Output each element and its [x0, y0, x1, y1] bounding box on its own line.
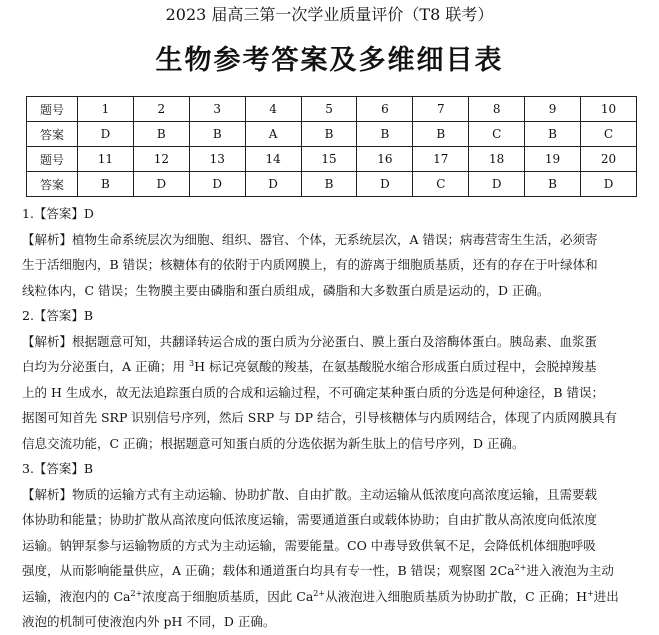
- answer-cell: C: [413, 172, 469, 197]
- row-label-answer: 答案: [27, 172, 78, 197]
- answer-cell: D: [133, 172, 189, 197]
- question-number: 2: [133, 97, 189, 122]
- text-segment: 白均为分泌蛋白，A 正确；用: [22, 359, 189, 374]
- text-segment: 浓度高于细胞质基质，因此 Ca: [142, 588, 314, 604]
- answer-cell: B: [525, 122, 581, 147]
- q3-explanation-line: [22, 584, 642, 610]
- q2-explanation-line: 据图可知首先 SRP 识别信号序列，然后 SRP 与 DP 结合，引导核糖体与内质网结合，体现了内质网膜具有: [22, 410, 618, 425]
- table-row-numbers-1: [27, 97, 637, 122]
- answer-table: [26, 96, 637, 197]
- question-number: 18: [469, 147, 525, 172]
- page-title: 生物参考答案及多维细目表: [155, 45, 504, 76]
- answer-cell: B: [525, 172, 581, 197]
- q3-answer-heading: 3.【答案】B: [22, 461, 94, 476]
- answer-cell: D: [78, 122, 134, 147]
- q3-explanation-line: 液泡的机制可使液泡内外 pH 不同，D 正确。: [22, 614, 276, 629]
- answer-cell: B: [301, 122, 357, 147]
- superscript: 3: [188, 358, 195, 368]
- q3-explanation-line: [22, 558, 642, 584]
- row-label-number: 题号: [27, 97, 78, 122]
- answer-cell: C: [469, 122, 525, 147]
- answer-cell: B: [189, 122, 245, 147]
- question-number: 15: [301, 147, 357, 172]
- question-number: 5: [301, 97, 357, 122]
- q1-answer-heading: 1.【答案】D: [22, 206, 94, 221]
- superscript: 2+: [313, 588, 326, 598]
- text-segment: 强度，从而影响能量供应，A 正确；载体和通道蛋白均具有专一性，B 错误；观察图 2Ca: [22, 563, 515, 578]
- question-number: 14: [245, 147, 301, 172]
- table-row-answers-2: [27, 172, 637, 197]
- q2-explanation-line: 【解析】根据题意可知，共翻译转运合成的蛋白质为分泌蛋白、膜上蛋白及溶酶体蛋白。胰岛素、血浆蛋: [22, 333, 598, 349]
- q2-explanation-line: 信息交流功能，C 正确；根据题意可知蛋白质的分选依据为新生肽上的信号序列，D 正确。: [22, 435, 525, 451]
- question-number: 12: [133, 147, 189, 172]
- table-row-answers-1: [27, 122, 637, 147]
- answer-cell: A: [245, 122, 301, 147]
- text-segment: 进出: [593, 588, 619, 604]
- question-number: 10: [581, 97, 637, 122]
- question-number: 3: [189, 97, 245, 122]
- question-number: 13: [189, 147, 245, 172]
- question-number: 6: [357, 97, 413, 122]
- q3-explanation-line: 运输。钠钾泵参与运输物质的方式为主动运输，需要能量。CO 中毒导致供氧不足，会降低机体细胞呼吸: [22, 537, 596, 553]
- q3-explanation-line: 【解析】物质的运输方式有主动运输、协助扩散、自由扩散。主动运输从低浓度向高浓度运输，且需要载: [22, 486, 598, 502]
- superscript: 2+: [514, 562, 527, 572]
- answer-cell: D: [189, 172, 245, 197]
- q2-explanation-line: [22, 354, 642, 380]
- question-number: 11: [78, 147, 134, 172]
- q1-explanation-line: 【解析】植物生命系统层次为细胞、组织、器官、个体，无系统层次，A 错误；病毒营寄生生活，必须寄: [22, 231, 598, 247]
- question-number: 1: [78, 97, 134, 122]
- q3-explanation-line: 体协助和能量；协助扩散从高浓度向低浓度运输，需要通道蛋白或载体协助；自由扩散从高浓度向低浓度: [22, 512, 598, 527]
- q1-explanation-line: 线粒体内，C 错误；生物膜主要由磷脂和蛋白质组成，磷脂和大多数蛋白质是运动的，D 正确。: [22, 282, 550, 298]
- question-number: 16: [357, 147, 413, 172]
- answer-cell: D: [245, 172, 301, 197]
- row-label-answer: 答案: [27, 122, 78, 147]
- question-number: 17: [413, 147, 469, 172]
- table-row-numbers-2: [27, 147, 637, 172]
- answer-cell: D: [357, 172, 413, 197]
- answer-cell: B: [413, 122, 469, 147]
- superscript: +: [587, 588, 594, 598]
- question-number: 4: [245, 97, 301, 122]
- text-segment: H 标记亮氨酸的羧基，在氨基酸脱水缩合形成蛋白质过程中，会脱掉羧基: [194, 359, 597, 374]
- text-segment: 从液泡进入细胞质基质为协助扩散，C 正确；H: [325, 588, 588, 604]
- q2-answer-heading: 2.【答案】B: [22, 308, 94, 323]
- row-label-number: 题号: [27, 147, 78, 172]
- question-number: 9: [525, 97, 581, 122]
- text-segment: 运输，液泡内的 Ca: [22, 588, 131, 604]
- answer-cell: D: [581, 172, 637, 197]
- answer-cell: B: [133, 122, 189, 147]
- q1-explanation-line: 生于活细胞内，B 错误；核糖体有的依附于内质网膜上，有的游离于细胞质基质，还有的存在于叶绿体和: [22, 257, 598, 272]
- question-number: 7: [413, 97, 469, 122]
- question-number: 20: [581, 147, 637, 172]
- q2-explanation-line: 上的 H 生成水，故无法追踪蛋白质的合成和运输过程，不可确定某种蛋白质的分选是何种途径，B 错误；: [22, 384, 605, 400]
- question-number: 19: [525, 147, 581, 172]
- question-number: 8: [469, 97, 525, 122]
- text-segment: 进入液泡为主动: [526, 563, 614, 578]
- answer-cell: C: [581, 122, 637, 147]
- answer-cell: B: [357, 122, 413, 147]
- exam-subtitle: 2023 届高三第一次学业质量评价（T8 联考）: [165, 5, 494, 24]
- answer-cell: B: [301, 172, 357, 197]
- answer-cell: B: [78, 172, 134, 197]
- superscript: 2+: [130, 588, 143, 598]
- answer-explanations: [22, 201, 642, 635]
- answer-cell: D: [469, 172, 525, 197]
